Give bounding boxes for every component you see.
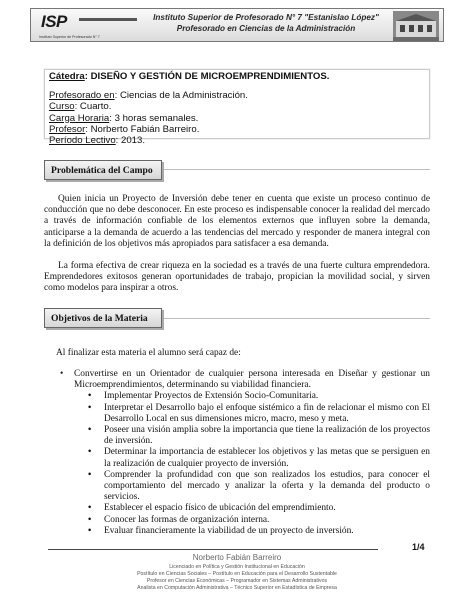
course-info-box [44,69,430,147]
list-item: • Convertirse en un Orientador de cualquier persona interesada en Diseñar y gestionar un Microemprendimientos, determinando su viabilidad financiera. • Implementar Proyectos de Extensión Socio-Comunitaria. • Interpretar el Desarrollo bajo el enfoque sistémico a fin de relacionar el mismo con El Desarrollo Local en sus dimensiones micro, macro, meso y meta. • Poseer una visión amplia sobre la importancia que tiene la realización de los proyectos de inversión. • Determinar la importancia de establecer los objetivos y las metas que se persiguen en la realización de cualquier proyecto de inversión. • Comprender la profundidad con que son realizados los estudios, para conocer el comportamiento del mercado y analizar la oferta y la demanda del producto o servicios. • Establecer el espacio físico de ubicación del emprendimiento. • Conocer las formas de organización interna. • Evaluar financieramente la viabilidad de un proyecto de inversión. [60,369,430,537]
section-problematica: Problemática del Campo [44,160,162,180]
list-item: • Poseer una visión amplia sobre la importancia que tiene la realización de los proyectos de inversión. [88,425,430,447]
building-image [393,11,439,41]
info-row: Carga Horaria: 3 horas semanales. [49,112,199,124]
objetivos-list [60,369,430,537]
list-item: • Conocer las formas de organización interna. [88,515,430,526]
institute-name: Instituto Superior de Profesorado N° 7 "Estanislao López" Profesorado en Ciencias de la Administración [153,13,379,33]
objetivos-sublist [88,391,430,537]
info-row: Período Lectivo: 2013. [49,135,146,147]
section-objetivos: Objetivos de la Materia [44,308,162,328]
footer-divider [48,549,378,550]
list-item: • Comprender la profundidad con que son realizados los estudios, para conocer el comportamiento del mercado y analizar la oferta y la demanda del producto o servicios. [88,470,430,504]
footer-line: Analista en Computación Administrativa – Técnico Superior en Estadística de Empresa [137,585,337,591]
footer-line: Postítulo en Ciencias Sociales – Postítulo en Educación para el Desarrollo Sustentable [137,571,337,577]
problematica-paragraph: La forma efectiva de crear riqueza en la sociedad es a través de una fuerte cultura emprendedora. Emprendedores exitosos generan oportunidades de trabajo, propician la movilidad social, y sirven como modelos para inspirar a otros. [44,261,430,294]
list-item: • Evaluar financieramente la viabilidad de un proyecto de inversión. [88,526,430,537]
info-row: Profesor: Norberto Fabián Barreiro. [49,123,200,135]
footer-line: Profesor en Ciencias Económicas – Programador en Sistemas Administrativos [146,578,328,584]
list-item: • Establecer el espacio físico de ubicación del emprendimiento. [88,503,430,514]
list-item: • Implementar Proyectos de Extensión Socio-Comunitaria. [88,391,430,402]
course-title: Cátedra: DISEÑO Y GESTIÓN DE MICROEMPRENDIMIENTOS. [49,71,330,82]
list-item: • Determinar la importancia de establecer los objetivos y las metas que se persiguen en la realización de cualquier proyecto de inversión. [88,447,430,469]
logo-subtext: Instituto Superior de Profesorado N° 7 [39,35,100,39]
list-item: • Interpretar el Desarrollo bajo el enfoque sistémico a fin de relacionar el mismo con El Desarrollo Local en sus dimensiones micro, macro, meso y meta. [88,403,430,425]
info-row: Curso: Cuarto. [49,101,112,113]
footer-author: Norberto Fabián Barreiro [192,553,282,562]
page-header [30,8,444,42]
page-number: 1/4 [412,542,425,552]
objetivos-intro: Al finalizar esta materia el alumno será capaz de: [56,348,241,358]
footer-line: Licenciado en Política y Gestión Institucional en Educación [169,564,305,570]
info-row: Profesorado en: Ciencias de la Administración. [49,90,248,102]
problematica-paragraph: Quien inicia un Proyecto de Inversión debe tener en cuenta que existe un proceso continuo de conducción que no debe desconocer. En este proceso es indispensable conocer la realidad del mercado a través de información confiable de los elementos externos que influyen sobre la demanda, anticiparse a la demanda de acuerdo a las tendencias del mercado y responder de manera integral con la definición de los objetivos más apropiados para satisfacer a esa demanda. [44,194,430,249]
logo-text: ISP [41,12,67,31]
institute-logo [35,11,135,41]
